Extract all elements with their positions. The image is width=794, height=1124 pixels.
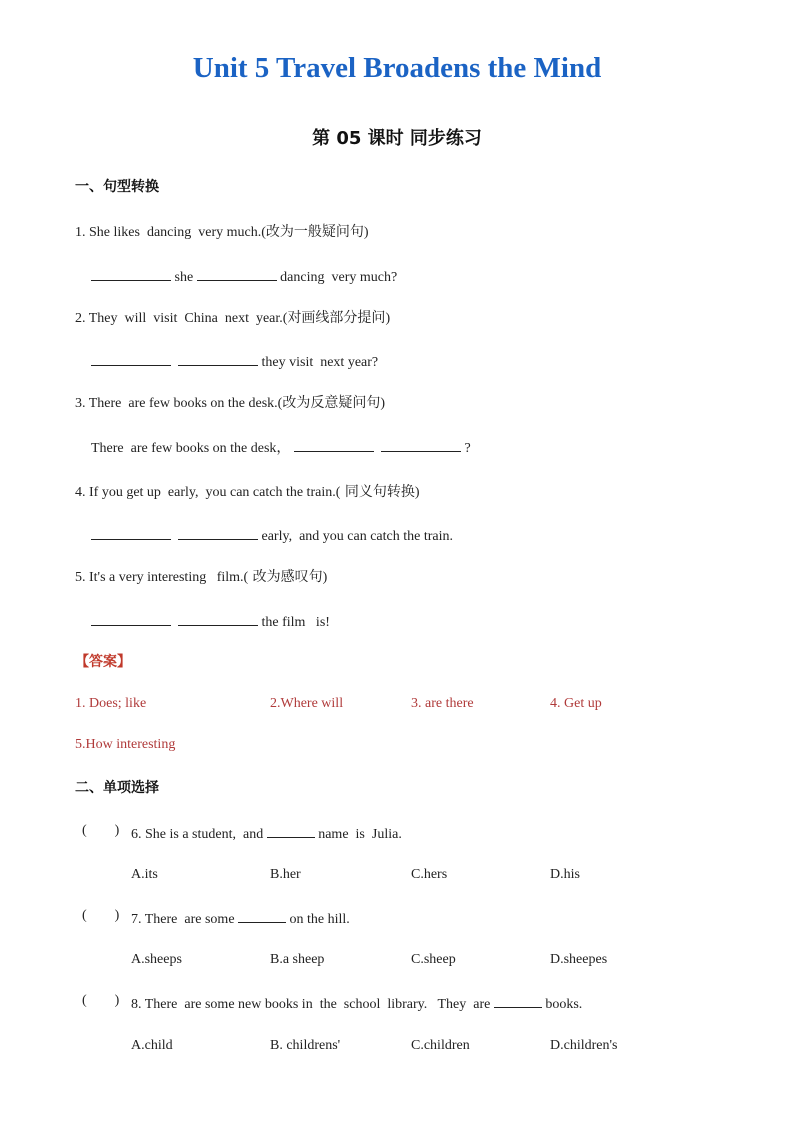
q3-blank-2[interactable] bbox=[381, 437, 461, 452]
question-4-answer-line bbox=[91, 525, 453, 547]
q8-blank[interactable] bbox=[494, 993, 542, 1008]
answer-item: 4. Get up bbox=[550, 696, 602, 711]
q1-text-2: dancing very much? bbox=[280, 270, 398, 285]
question-5 bbox=[75, 567, 327, 588]
answer-item: 5.How interesting bbox=[75, 737, 176, 752]
q1-text-1: she bbox=[174, 270, 194, 285]
question-4 bbox=[75, 482, 420, 503]
page-subtitle: 第 05 课时 同步练习 bbox=[312, 128, 482, 149]
q7-pre: 7. There are some bbox=[131, 912, 235, 927]
q6-blank[interactable] bbox=[267, 823, 315, 838]
q1-note: 改为一般疑问句 bbox=[265, 224, 364, 240]
q3-close: ) bbox=[380, 396, 386, 411]
answer-parentheses[interactable]: ( ) bbox=[82, 993, 120, 1008]
option-c[interactable]: C.hers bbox=[411, 867, 448, 882]
answer-parentheses[interactable]: ( ) bbox=[82, 823, 120, 838]
q6-pre: 6. She is a student, and bbox=[131, 827, 264, 842]
q2-note: 对画线部分提问 bbox=[287, 310, 386, 326]
q5-close: ) bbox=[322, 570, 328, 585]
option-c[interactable]: C.children bbox=[411, 1038, 470, 1053]
q4-stem: 4. If you get up early, you can catch the train.( bbox=[75, 485, 341, 500]
q5-note: 改为感叹句 bbox=[248, 569, 323, 585]
question-7 bbox=[131, 908, 350, 928]
question-6 bbox=[131, 823, 402, 843]
q2-blank-2[interactable] bbox=[178, 351, 258, 366]
q5-blank-1[interactable] bbox=[91, 611, 171, 626]
q4-blank-1[interactable] bbox=[91, 525, 171, 540]
q6-post: name is Julia. bbox=[318, 827, 402, 842]
option-b[interactable]: B. childrens' bbox=[270, 1038, 341, 1053]
q3-pre: There are few books on the desk， bbox=[91, 441, 291, 456]
option-d[interactable]: D.children's bbox=[550, 1038, 618, 1053]
q1-close: ) bbox=[363, 225, 369, 240]
option-a[interactable]: A.child bbox=[131, 1038, 173, 1053]
q8-post: books. bbox=[545, 997, 583, 1012]
option-b[interactable]: B.her bbox=[270, 867, 301, 882]
question-2 bbox=[75, 308, 390, 329]
option-c[interactable]: C.sheep bbox=[411, 952, 456, 967]
answer-item: 3. are there bbox=[411, 696, 474, 711]
question-8 bbox=[131, 993, 582, 1013]
q4-text-1: early, and you can catch the train. bbox=[261, 529, 454, 544]
option-b[interactable]: B.a sheep bbox=[270, 952, 325, 967]
option-a[interactable]: A.sheeps bbox=[131, 952, 182, 967]
option-a[interactable]: A.its bbox=[131, 867, 158, 882]
q2-text-1: they visit next year? bbox=[261, 355, 379, 370]
answer-item: 2.Where will bbox=[270, 696, 344, 711]
q1-blank-2[interactable] bbox=[197, 266, 277, 281]
question-1 bbox=[75, 222, 369, 243]
q2-stem: 2. They will visit China next year.( bbox=[75, 311, 288, 326]
q1-blank-1[interactable] bbox=[91, 266, 171, 281]
answer-item: 1. Does; like bbox=[75, 696, 147, 711]
q5-text-1: the film is! bbox=[261, 615, 330, 630]
option-d[interactable]: D.sheepes bbox=[550, 952, 608, 967]
question-1-answer-line bbox=[91, 266, 397, 288]
q3-note: 改为反意疑问句 bbox=[282, 395, 381, 411]
section2-heading: 二、单项选择 bbox=[75, 780, 159, 796]
answer-parentheses[interactable]: ( ) bbox=[82, 908, 120, 923]
q2-close: ) bbox=[385, 311, 391, 326]
q3-stem: 3. There are few books on the desk.( bbox=[75, 396, 283, 411]
q8-pre: 8. There are some new books in the school library. They are bbox=[131, 997, 491, 1012]
section1-heading: 一、句型转换 bbox=[75, 179, 159, 195]
q4-close: ) bbox=[414, 485, 420, 500]
question-3-answer-line bbox=[91, 437, 471, 459]
q4-blank-2[interactable] bbox=[178, 525, 258, 540]
question-2-answer-line bbox=[91, 351, 378, 373]
q7-blank[interactable] bbox=[238, 908, 286, 923]
q4-note: 同义句转换 bbox=[340, 484, 415, 500]
q3-post: ? bbox=[464, 441, 471, 456]
question-3 bbox=[75, 393, 385, 414]
q1-stem: 1. She likes dancing very much.( bbox=[75, 225, 266, 240]
q5-stem: 5. It's a very interesting film.( bbox=[75, 570, 249, 585]
option-d[interactable]: D.his bbox=[550, 867, 580, 882]
q7-post: on the hill. bbox=[289, 912, 350, 927]
page-title: Unit 5 Travel Broadens the Mind bbox=[192, 52, 602, 84]
question-5-answer-line bbox=[91, 611, 330, 633]
q3-blank-1[interactable] bbox=[294, 437, 374, 452]
answers-heading: 【答案】 bbox=[75, 654, 131, 670]
q5-blank-2[interactable] bbox=[178, 611, 258, 626]
q2-blank-1[interactable] bbox=[91, 351, 171, 366]
